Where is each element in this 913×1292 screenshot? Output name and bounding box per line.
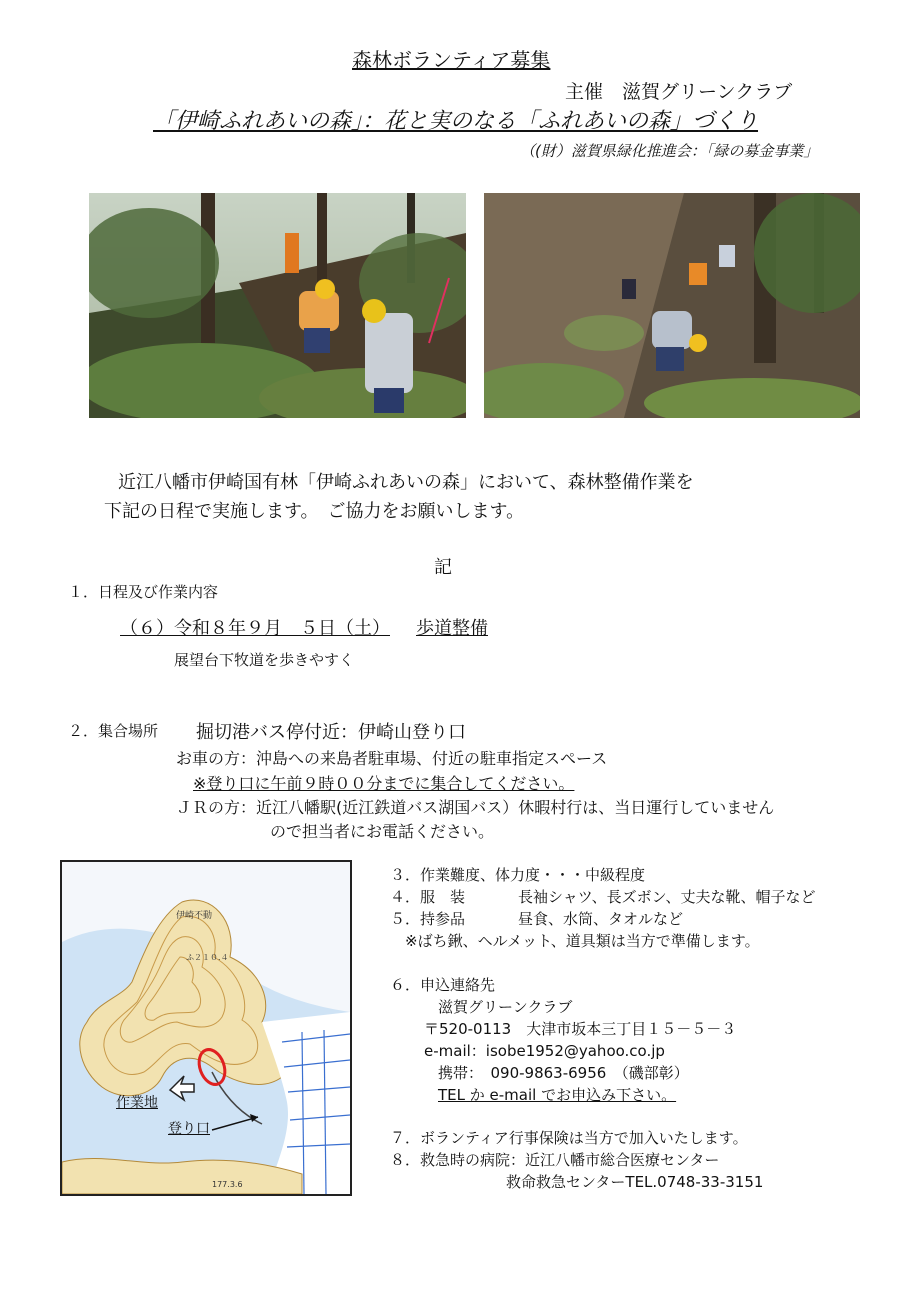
bring-note: ※ばち鍬、ヘルメット、道具類は当方で準備します。 bbox=[405, 932, 760, 950]
meeting-time-note: ※登り口に午前９時００分までに集合してください。 bbox=[193, 774, 575, 793]
fund-note: （(財）滋賀県緑化推進会：「緑の募金事業」 bbox=[520, 142, 819, 160]
forest-work-photo-right bbox=[484, 193, 860, 418]
intro-line-2: 下記の日程で実施します。 ご協力をお願いします。 bbox=[104, 501, 525, 522]
contact-address: 〒520-0113 大津市坂本三丁目１５－５－３ bbox=[424, 1020, 737, 1038]
difficulty: ３．作業難度、体力度・・・中級程度 bbox=[390, 866, 646, 884]
schedule-description: 展望台下牧道を歩きやすく bbox=[174, 651, 355, 669]
map-label-worksite: 作業地 bbox=[116, 1095, 158, 1111]
ki-mark: 記 bbox=[434, 557, 452, 578]
contact-org: 滋賀グリーンクラブ bbox=[438, 998, 573, 1016]
dress-label: ４．服 装 bbox=[390, 888, 466, 906]
contact-mobile: 携帯： 090-9863-6956 （磯部彰） bbox=[438, 1064, 689, 1082]
schedule-heading: １．日程及び作業内容 bbox=[68, 583, 219, 601]
schedule-work: 歩道整備 bbox=[416, 618, 488, 639]
page-subtitle: 「伊崎ふれあいの森」：花と実のなる「ふれあいの森」づくり bbox=[153, 109, 759, 134]
bring-label: ５．持参品 bbox=[390, 910, 466, 928]
meeting-car: お車の方：沖島への来島者駐車場、付近の駐車指定スペース bbox=[176, 749, 608, 768]
hospital-line-1: ８．救急時の病院：近江八幡市総合医療センター bbox=[390, 1151, 720, 1169]
hospital-line-2: 救命救急センターTEL.0748-33-3151 bbox=[506, 1173, 764, 1191]
insurance-note: ７．ボランティア行事保険は当方で加入いたします。 bbox=[390, 1129, 748, 1147]
sponsor-line: 主催 滋賀グリーンクラブ bbox=[565, 81, 793, 103]
location-map bbox=[60, 860, 352, 1196]
meeting-jr-line-1: ＪＲの方：近江八幡駅(近江鉄道バス湖国バス）休暇村行は、当日運行していません bbox=[176, 798, 775, 817]
meeting-heading: ２．集合場所 bbox=[68, 722, 159, 740]
forest-work-photo-left bbox=[89, 193, 466, 418]
contact-email[interactable]: e-mail：isobe1952@yahoo.co.jp bbox=[424, 1042, 665, 1060]
contact-apply: TEL か e-mail でお申込み下さい。 bbox=[438, 1086, 677, 1104]
dress-value: 長袖シャツ、長ズボン、丈夫な靴、帽子など bbox=[518, 888, 816, 906]
map-label-entrance: 登り口 bbox=[168, 1121, 210, 1137]
schedule-date: （６）令和８年９月 ５日（土） bbox=[120, 618, 390, 639]
bring-value: 昼食、水筒、タオルなど bbox=[518, 910, 684, 928]
meeting-place: 掘切港バス停付近：伊崎山登り口 bbox=[196, 722, 466, 743]
contact-heading: ６．申込連絡先 bbox=[390, 976, 496, 994]
bring-row bbox=[390, 908, 683, 929]
map-label-elevation-1: ふ２１０.４ bbox=[186, 953, 229, 962]
page-title: 森林ボランティア募集 bbox=[352, 48, 551, 72]
map-label-elevation-2: 177.3.6 bbox=[212, 1180, 243, 1189]
schedule-date-line bbox=[120, 614, 488, 640]
map-label-place: 伊崎不動 bbox=[176, 911, 213, 921]
intro-line-1: 近江八幡市伊崎国有林「伊崎ふれあいの森」において、森林整備作業を bbox=[118, 472, 694, 493]
dress-row bbox=[390, 886, 815, 907]
meeting-jr-line-2: ので担当者にお電話ください。 bbox=[270, 822, 495, 841]
